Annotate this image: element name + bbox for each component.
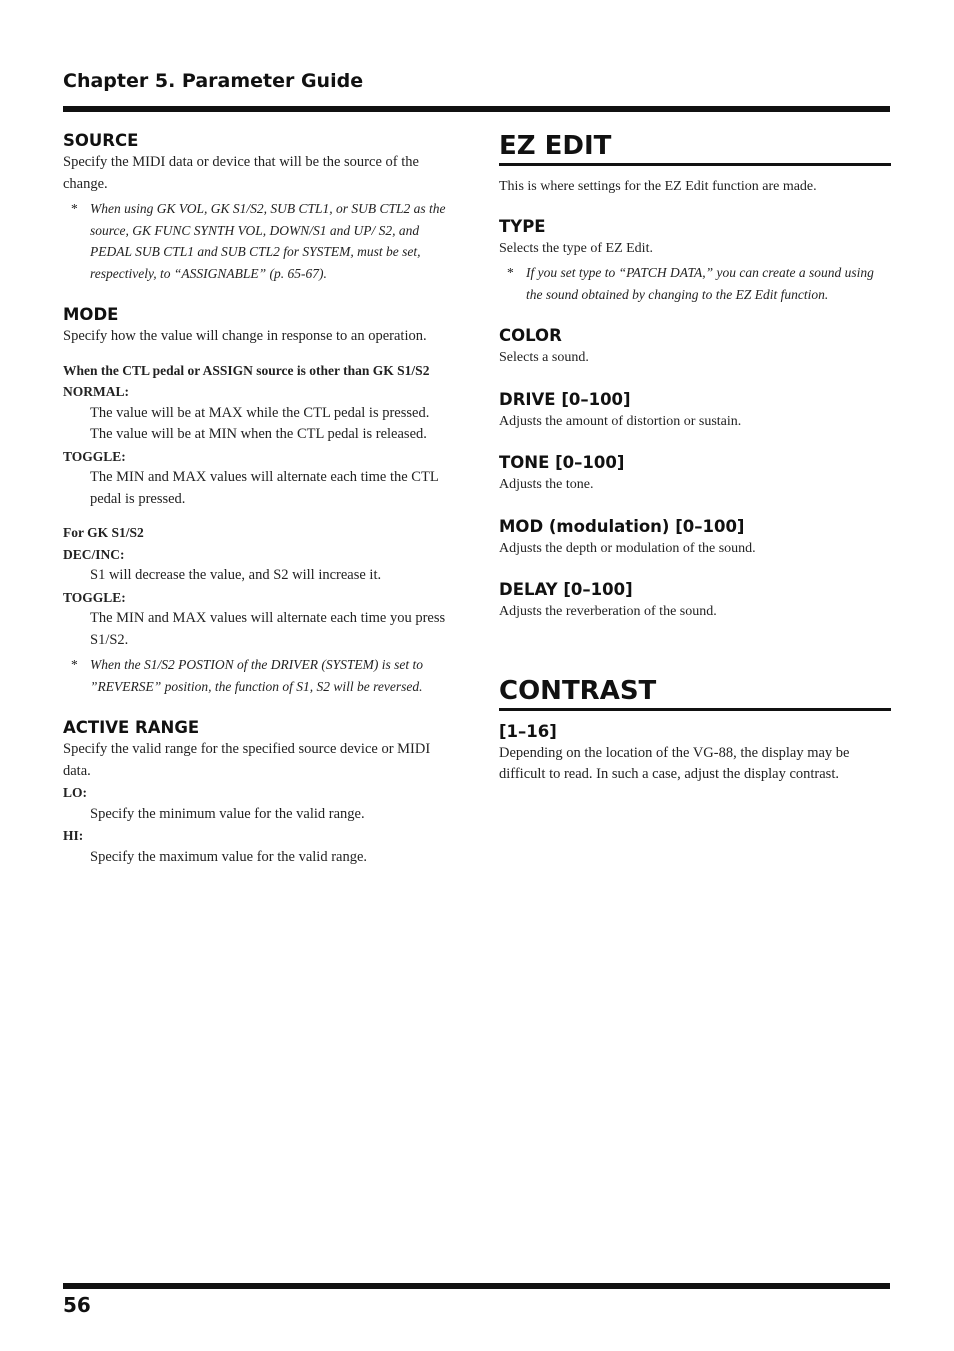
mode-note: * When the S1/S2 POSTION of the DRIVER (SYSTEM) is set to ”REVERSE” position, the function of S1, S2 will be reversed. (63, 654, 451, 697)
mode-body: Specify how the value will change in response to an operation. (63, 328, 427, 344)
active-range-heading: ACTIVE RANGE (63, 718, 200, 737)
right-column (499, 130, 891, 786)
ez-edit-intro: This is where settings for the EZ Edit function are made. (499, 179, 817, 194)
lo-label: LO: (63, 785, 88, 800)
normal-label: NORMAL: (63, 384, 129, 399)
color-heading: COLOR (499, 326, 562, 345)
type-note: * If you set type to “PATCH DATA,” you can create a sound using the sound obtained by changing to the EZ Edit function. (499, 262, 891, 305)
section-ez-edit (499, 130, 891, 623)
asterisk-icon: * (71, 201, 78, 216)
mod-body: Adjusts the depth or modulation of the sound. (499, 540, 756, 556)
active-range-body: Specify the valid range for the specified source device or MIDI data. (63, 741, 431, 779)
left-column (63, 130, 451, 868)
mode-case2-heading: For GK S1/S2 (63, 525, 144, 540)
page-number: 56 (63, 1293, 91, 1317)
toggle-label-2: TOGGLE: (63, 589, 126, 605)
toggle-text-1: The MIN and MAX values will alternate each time the CTL pedal is pressed. (90, 469, 439, 507)
source-body: Specify the MIDI data or device that will be the source of the change. (63, 154, 419, 192)
chapter-title: Chapter 5. Parameter Guide (63, 70, 364, 92)
decinc-label: DEC/INC: (63, 546, 125, 562)
toggle-label-1: TOGGLE: (63, 448, 126, 464)
source-heading: SOURCE (63, 131, 139, 150)
delay-body: Adjusts the reverberation of the sound. (499, 604, 717, 619)
type-heading: TYPE (499, 216, 546, 236)
contrast-range-body: Depending on the location of the VG-88, the display may be difficult to read. In such a case, adjust the display contrast. (499, 744, 850, 782)
section-active-range (63, 717, 451, 868)
lo-text: Specify the minimum value for the valid range. (90, 805, 365, 822)
color-body: Selects a sound. (499, 350, 589, 365)
header-rule (63, 106, 890, 112)
delay-heading: DELAY [0–100] (499, 580, 633, 599)
hi-text: Specify the maximum value for the valid range. (90, 848, 368, 865)
section-mode (63, 304, 451, 697)
type-body: Selects the type of EZ Edit. (499, 240, 653, 256)
normal-text-1: The value will be at MAX while the CTL pedal is pressed. (90, 404, 430, 421)
mod-heading: MOD (modulation) [0–100] (499, 516, 745, 536)
footer-rule (63, 1283, 890, 1289)
mode-case1-heading: When the CTL pedal or ASSIGN source is other than GK S1/S2 (63, 362, 430, 378)
decinc-text: S1 will decrease the value, and S2 will increase it. (90, 567, 382, 583)
normal-text-2: The value will be at MIN when the CTL pedal is released. (90, 426, 427, 442)
section-contrast (499, 675, 891, 786)
tone-heading: TONE [0–100] (499, 453, 625, 472)
hi-label: HI: (63, 828, 84, 843)
source-note: * When using GK VOL, GK S1/S2, SUB CTL1, or SUB CTL2 as the source, GK FUNC SYNTH VOL, DOWN/S1 and UP/ S2, and PEDAL SUB CTL1 and SUB CTL2 for SYSTEM, must be set, respectively, to “ASSIGNABLE” (p. 65-67). (63, 198, 451, 284)
section-source (63, 130, 451, 284)
drive-body: Adjusts the amount of distortion or sustain. (499, 413, 742, 429)
drive-heading: DRIVE [0–100] (499, 389, 631, 409)
toggle-text-2: The MIN and MAX values will alternate each time you press S1/S2. (90, 610, 446, 648)
mode-heading: MODE (63, 305, 119, 324)
ez-edit-heading: EZ EDIT (499, 130, 891, 166)
contrast-range-heading: [1–16] (499, 721, 557, 741)
asterisk-icon: * (71, 657, 78, 672)
contrast-heading: CONTRAST (499, 675, 891, 711)
tone-body: Adjusts the tone. (499, 477, 594, 492)
asterisk-icon: * (507, 265, 514, 280)
